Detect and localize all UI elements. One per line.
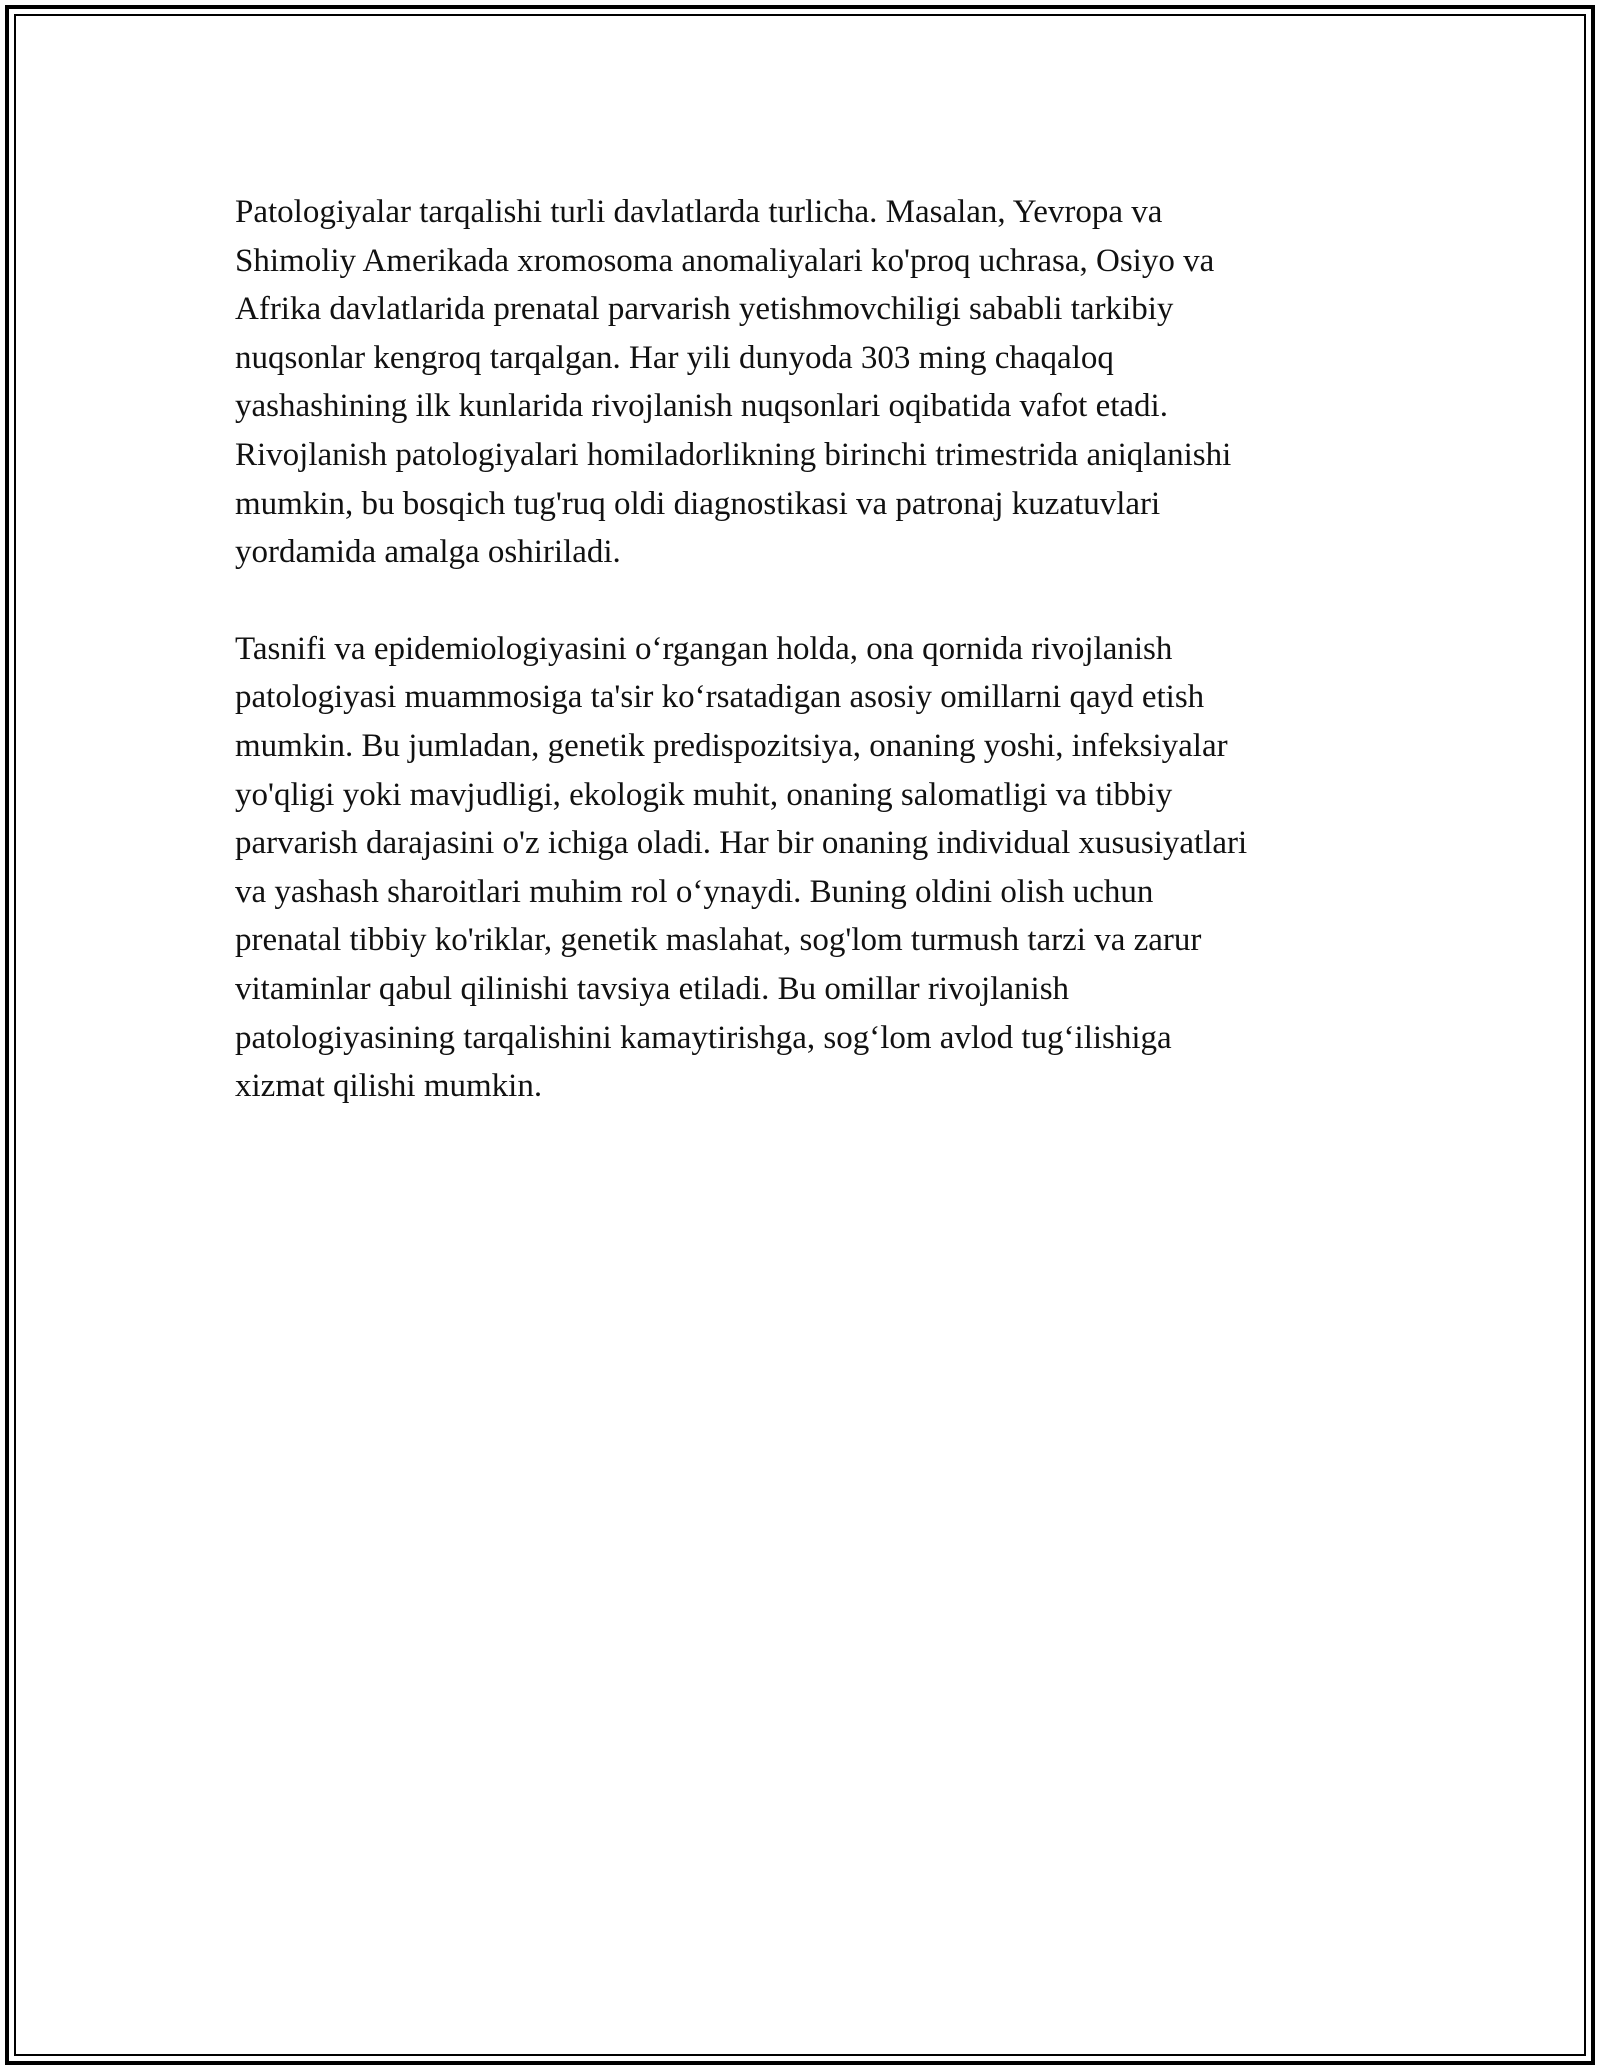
paragraph-line: va yashash sharoitlari muhim rol o‘ynaydi. Buning oldini olish uchun bbox=[235, 873, 1154, 910]
document-body bbox=[235, 188, 1385, 1111]
paragraph-line: prenatal tibbiy ko'riklar, genetik maslahat, sog'lom turmush tarzi va zarur bbox=[235, 922, 1202, 959]
paragraph-line: mumkin. Bu jumladan, genetik predispozitsiya, onaning yoshi, infeksiyalar bbox=[235, 727, 1228, 764]
paragraph-1 bbox=[235, 188, 1385, 577]
paragraph-line: yo'qligi yoki mavjudligi, ekologik muhit, onaning salomatligi va tibbiy bbox=[235, 776, 1173, 813]
paragraph-line: nuqsonlar kengroq tarqalgan. Har yili dunyoda 303 ming chaqaloq bbox=[235, 339, 1114, 376]
paragraph-line: Afrika davlatlarida prenatal parvarish yetishmovchiligi sababli tarkibiy bbox=[235, 291, 1174, 328]
paragraph-line: Shimoliy Amerikada xromosoma anomaliyalari ko'proq uchrasa, Osiyo va bbox=[235, 242, 1215, 279]
paragraph-line: yordamida amalga oshiriladi. bbox=[235, 534, 621, 571]
paragraph-line: patologiyasining tarqalishini kamaytirishga, sog‘lom avlod tug‘ilishiga bbox=[235, 1019, 1172, 1056]
paragraph-2 bbox=[235, 625, 1385, 1111]
paragraph-line: vitaminlar qabul qilinishi tavsiya etiladi. Bu omillar rivojlanish bbox=[235, 970, 1070, 1007]
paragraph-line: Tasnifi va epidemiologiyasini o‘rgangan holda, ona qornida rivojlanish bbox=[235, 630, 1173, 667]
paragraph-line: patologiyasi muammosiga ta'sir ko‘rsatadigan asosiy omillarni qayd etish bbox=[235, 679, 1205, 716]
paragraph-line: mumkin, bu bosqich tug'ruq oldi diagnostikasi va patronaj kuzatuvlari bbox=[235, 485, 1161, 522]
paragraph-line: Rivojlanish patologiyalari homiladorlikning birinchi trimestrida aniqlanishi bbox=[235, 436, 1232, 473]
paragraph-line: parvarish darajasini o'z ichiga oladi. Har bir onaning individual xususiyatlari bbox=[235, 825, 1248, 862]
paragraph-line: yashashining ilk kunlarida rivojlanish nuqsonlari oqibatida vafot etadi. bbox=[235, 388, 1168, 425]
paragraph-line: Patologiyalar tarqalishi turli davlatlarda turlicha. Masalan, Yevropa va bbox=[235, 194, 1163, 230]
paragraph-line: xizmat qilishi mumkin. bbox=[235, 1068, 543, 1105]
